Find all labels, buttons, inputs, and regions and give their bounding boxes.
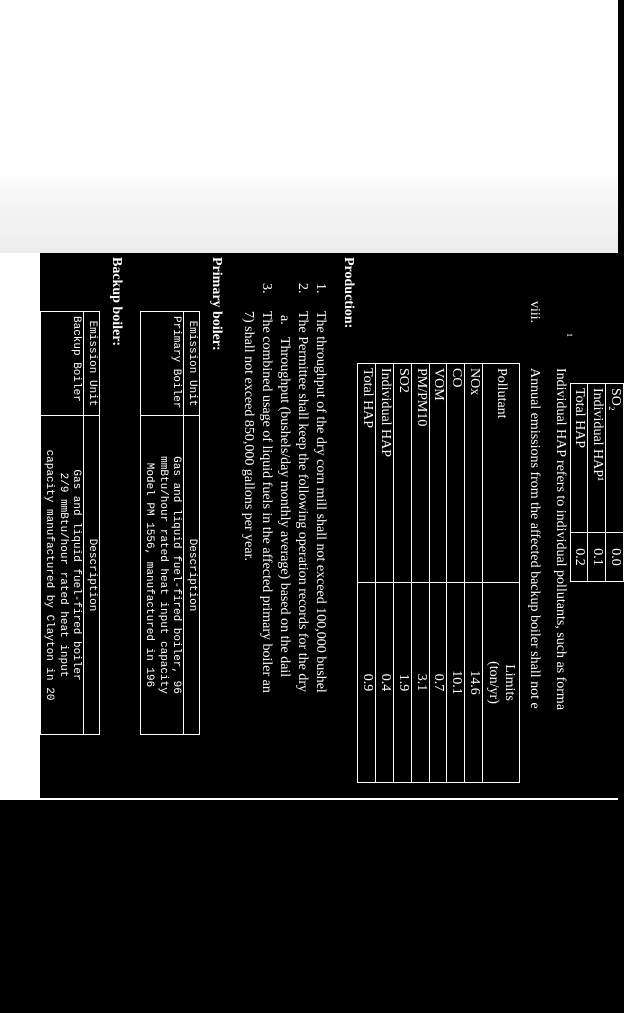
top-row-limit: 0.0 — [606, 533, 624, 582]
primary-col-desc: Description — [183, 416, 199, 735]
limits-row-pollutant: VOM — [429, 364, 447, 583]
item-viii-label: viii. — [527, 301, 542, 324]
limits-row-value: 10.1 — [447, 583, 465, 783]
backup-desc-line: 2/9 mmBtu/hour rated heat input — [56, 472, 69, 678]
limits-row-pollutant: Individual HAP — [376, 364, 394, 583]
limits-row-value: 0.9 — [358, 583, 376, 783]
backup-boiler-table — [40, 311, 100, 735]
limits-row-pollutant: NOx — [465, 364, 483, 583]
backup-desc-line: Gas and liquid fuel-fired boiler — [69, 469, 82, 681]
top-emissions-table — [570, 383, 624, 582]
backup-unit: Backup Boiler — [41, 312, 84, 416]
production-item-num: a. — [277, 315, 292, 325]
backup-desc-line: capacity manufactured by Clayton in 20 — [43, 449, 56, 701]
limits-row-value: 14.6 — [465, 583, 483, 783]
production-item-text: The combined usage of liquid fuels in the affected primary boiler an — [259, 311, 274, 693]
top-row-pollutant: SO₂ — [606, 384, 624, 533]
production-item-num: 1. — [313, 283, 328, 294]
limits-table — [357, 363, 520, 783]
backup-col-desc: Description — [83, 416, 99, 735]
top-row-pollutant: Individual HAP¹ — [588, 384, 606, 533]
top-row-pollutant: Total HAP — [570, 384, 588, 533]
limits-row-pollutant: CO — [447, 364, 465, 583]
limits-row-value: 3.1 — [411, 583, 429, 783]
primary-boiler-table — [140, 311, 200, 735]
production-item-num: 2. — [295, 283, 310, 294]
limits-row-pollutant: PM/PM10 — [411, 364, 429, 583]
header-units: (ton/yr) — [486, 661, 501, 704]
footnote-marker: 1 — [565, 333, 574, 337]
page-edge — [0, 253, 40, 800]
primary-desc-line: Model PM 1556, manufactured in 196 — [143, 462, 156, 688]
production-item-text: The throughput of the dry corn mill shall not exceed 100,000 bushel — [313, 311, 328, 693]
primary-unit: Primary Boiler — [141, 312, 184, 416]
production-item-text: 7) shall not exceed 850,000 gallons per year. — [241, 311, 256, 561]
backup-col-unit: Emission Unit — [83, 312, 99, 416]
primary-col-unit: Emission Unit — [183, 312, 199, 416]
primary-boiler-heading: Primary boiler: — [209, 257, 224, 351]
limits-row-pollutant: Total HAP — [358, 364, 376, 583]
limits-row-value: 0.4 — [376, 583, 394, 783]
top-row-limit: 0.2 — [570, 533, 588, 582]
rotated-document-page — [40, 253, 623, 1013]
limits-row-pollutant: SO2 — [394, 364, 412, 583]
header-pollutant: Pollutant — [483, 364, 520, 583]
item-viii-text: Annual emissions from the affected backup boiler shall not e — [527, 368, 542, 709]
primary-desc-line: Gas and liquid fuel-fired boiler, 96 — [169, 456, 182, 694]
production-item-num: 3. — [259, 283, 274, 294]
limits-row-value: 1.9 — [394, 583, 412, 783]
blank-area — [0, 0, 618, 253]
production-heading: Production: — [341, 257, 356, 329]
footnote-text: Individual HAP refers to individual pollutants, such as forma — [553, 368, 568, 711]
limits-row-value: 0.7 — [429, 583, 447, 783]
backup-boiler-heading: Backup boiler: — [109, 257, 124, 347]
primary-desc-line: mmBtu/hour rated heat input capacity — [156, 456, 169, 694]
production-item-text: Throughput (bushels/day monthly average) based on the dail — [277, 337, 292, 678]
production-item-text: The Permittee shall keep the following operation records for the dry — [295, 311, 310, 692]
top-row-limit: 0.1 — [588, 533, 606, 582]
header-limits: Limits — [502, 664, 518, 701]
